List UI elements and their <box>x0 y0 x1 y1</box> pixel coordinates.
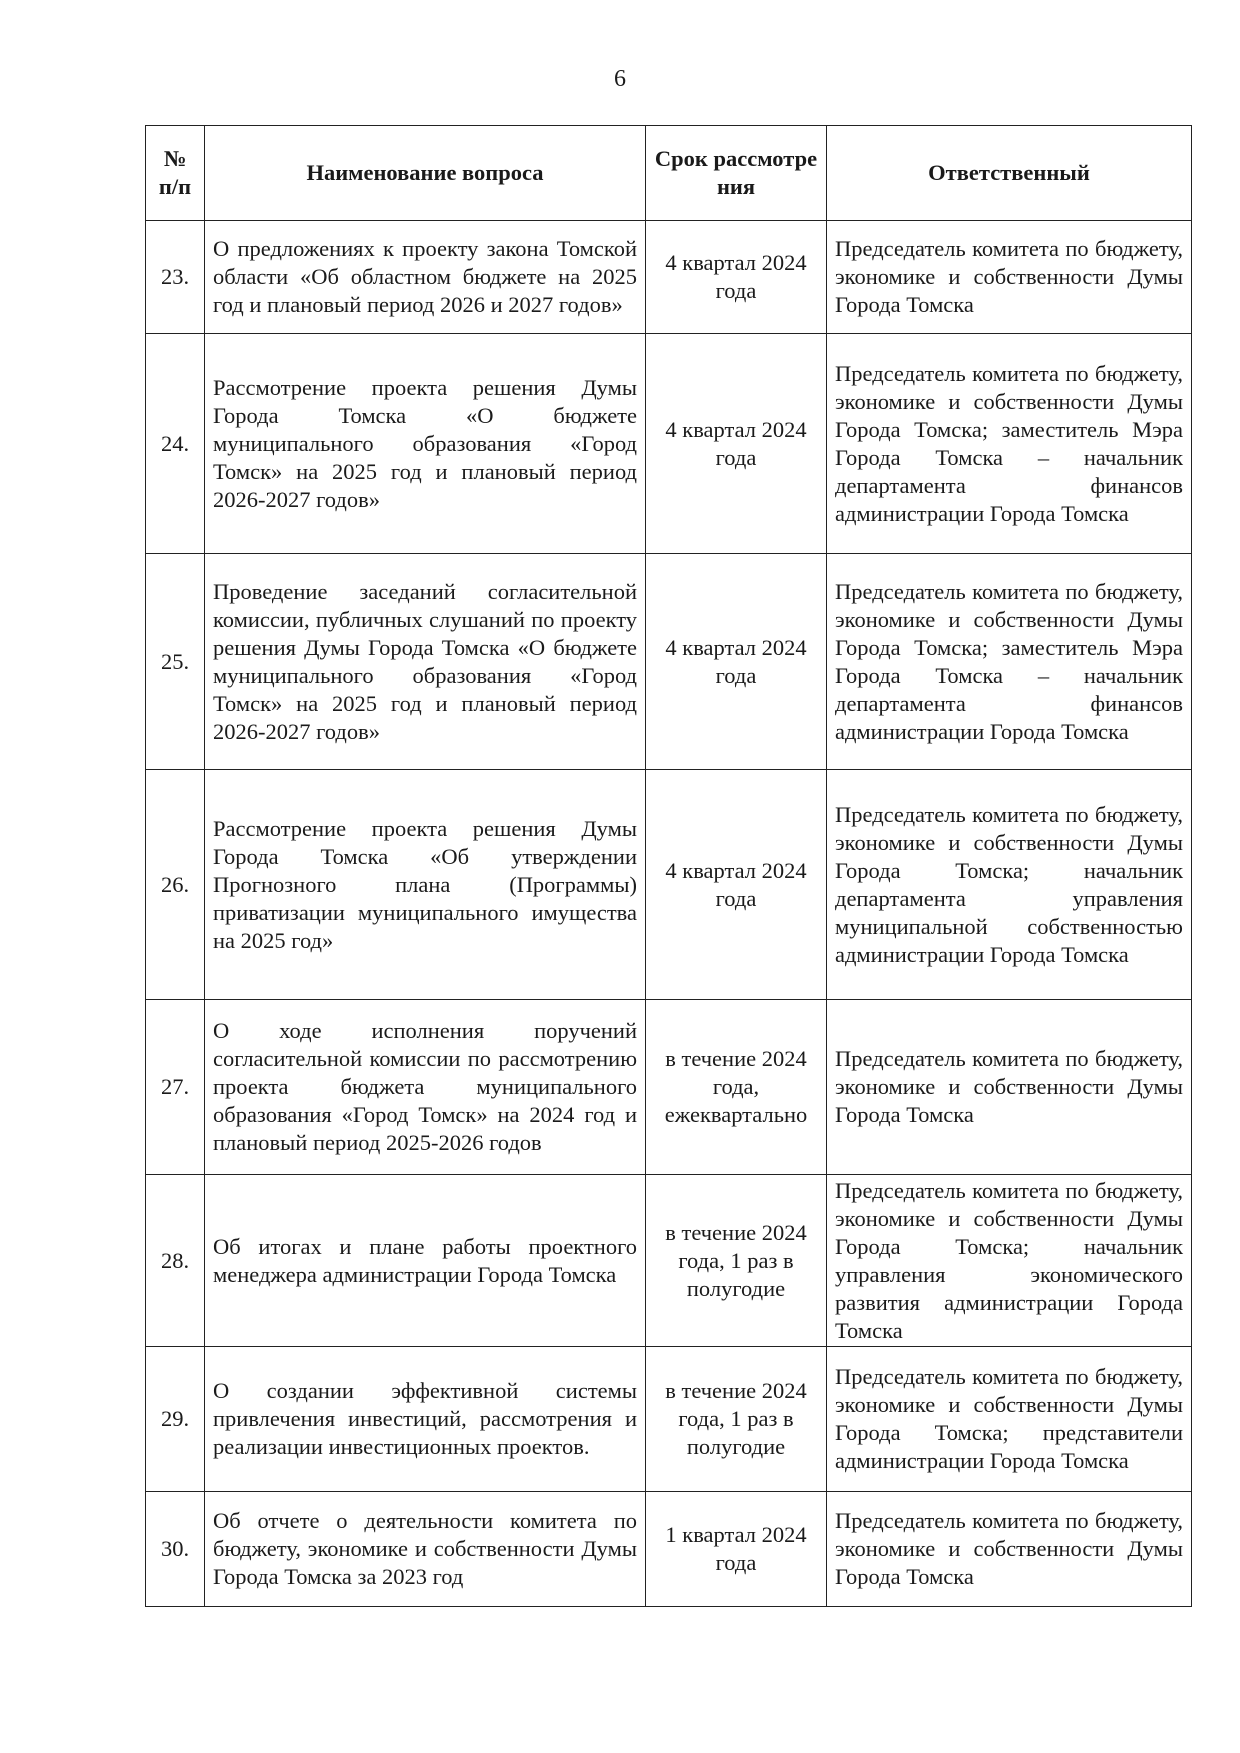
review-date: 4 квартал 2024 года <box>646 770 827 1000</box>
review-date: 4 квартал 2024 года <box>646 334 827 554</box>
row-number: 25. <box>146 554 205 770</box>
responsible: Председатель комитета по бюджету, экономике и собственности Думы Города Томска <box>827 221 1192 334</box>
table-header-row <box>146 126 1192 221</box>
question-name: О предложениях к проекту закона Томской области «Об областном бюджете на 2025 год и плановый период 2026 и 2027 годов» <box>205 221 646 334</box>
responsible: Председатель комитета по бюджету, экономике и собственности Думы Города Томска <box>827 1000 1192 1175</box>
header-responsible: Ответственный <box>827 126 1192 221</box>
responsible: Председатель комитета по бюджету, экономике и собственности Думы Города Томска; начальник департамента управления муниципальной собственностью администрации Города Томска <box>827 770 1192 1000</box>
header-number: № п/п <box>146 126 205 221</box>
row-number: 24. <box>146 334 205 554</box>
table-row <box>146 1175 1192 1347</box>
question-name: Рассмотрение проекта решения Думы Города Томска «О бюджете муниципального образования «Город Томск» на 2025 год и плановый период 2026-2027 годов» <box>205 334 646 554</box>
responsible: Председатель комитета по бюджету, экономике и собственности Думы Города Томска; начальник управления экономического развития администрации Города Томска <box>827 1175 1192 1347</box>
work-plan-table <box>145 125 1192 1607</box>
review-date: 4 квартал 2024 года <box>646 554 827 770</box>
review-date: 1 квартал 2024 года <box>646 1492 827 1607</box>
row-number: 26. <box>146 770 205 1000</box>
question-name: Рассмотрение проекта решения Думы Города Томска «Об утверждении Прогнозного плана (Программы) приватизации муниципального имущества на 2025 год» <box>205 770 646 1000</box>
review-date: 4 квартал 2024 года <box>646 221 827 334</box>
responsible: Председатель комитета по бюджету, экономике и собственности Думы Города Томска <box>827 1492 1192 1607</box>
table-row <box>146 554 1192 770</box>
header-question-name: Наименование вопроса <box>205 126 646 221</box>
review-date: в течение 2024 года, ежеквартально <box>646 1000 827 1175</box>
row-number: 29. <box>146 1347 205 1492</box>
responsible: Председатель комитета по бюджету, экономике и собственности Думы Города Томска; заместитель Мэра Города Томска – начальник департамента финансов администрации Города Томска <box>827 554 1192 770</box>
question-name: Об отчете о деятельности комитета по бюджету, экономике и собственности Думы Города Томска за 2023 год <box>205 1492 646 1607</box>
row-number: 27. <box>146 1000 205 1175</box>
question-name: Об итогах и плане работы проектного менеджера администрации Города Томска <box>205 1175 646 1347</box>
table-row <box>146 1347 1192 1492</box>
page-number: 6 <box>614 66 626 92</box>
header-review-date: Срок рассмотрения <box>646 126 827 221</box>
question-name: О создании эффективной системы привлечения инвестиций, рассмотрения и реализации инвестиционных проектов. <box>205 1347 646 1492</box>
table-row <box>146 1492 1192 1607</box>
question-name: О ходе исполнения поручений согласительной комиссии по рассмотрению проекта бюджета муниципального образования «Город Томск» на 2024 год и плановый период 2025-2026 годов <box>205 1000 646 1175</box>
table-row <box>146 1000 1192 1175</box>
table-row <box>146 334 1192 554</box>
question-name: Проведение заседаний согласительной комиссии, публичных слушаний по проекту решения Думы Города Томска «О бюджете муниципального образования «Город Томск» на 2025 год и плановый период 2026-2027 годов» <box>205 554 646 770</box>
responsible: Председатель комитета по бюджету, экономике и собственности Думы Города Томска; представители администрации Города Томска <box>827 1347 1192 1492</box>
table-row <box>146 221 1192 334</box>
table-row <box>146 770 1192 1000</box>
row-number: 30. <box>146 1492 205 1607</box>
row-number: 28. <box>146 1175 205 1347</box>
responsible: Председатель комитета по бюджету, экономике и собственности Думы Города Томска; заместитель Мэра Города Томска – начальник департамента финансов администрации Города Томска <box>827 334 1192 554</box>
row-number: 23. <box>146 221 205 334</box>
review-date: в течение 2024 года, 1 раз в полугодие <box>646 1347 827 1492</box>
review-date: в течение 2024 года, 1 раз в полугодие <box>646 1175 827 1347</box>
